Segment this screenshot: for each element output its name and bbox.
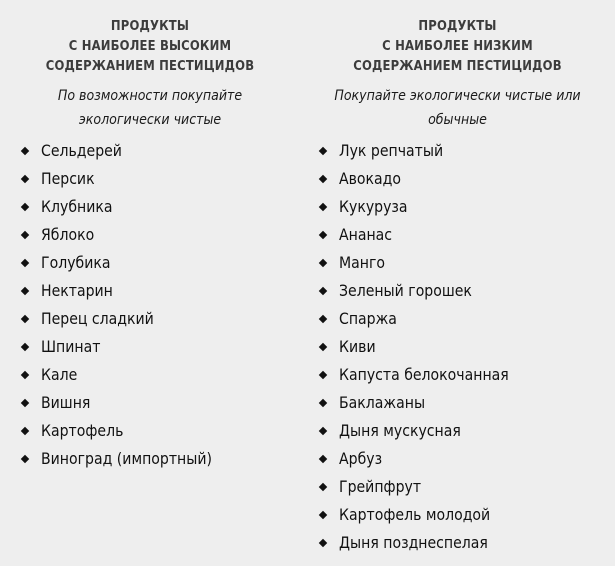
diamond-bullet-icon [319, 259, 327, 267]
diamond-bullet-icon [319, 427, 327, 435]
heading-line: С НАИБОЛЕЕ ВЫСОКИМ [68, 38, 232, 54]
high-pesticide-heading [21, 16, 279, 76]
list-item: Шпинат [20, 333, 235, 361]
list-item: Голубика [20, 249, 235, 277]
diamond-bullet-icon [319, 315, 327, 323]
low-pesticide-heading [322, 16, 593, 76]
list-item: Спаржа [318, 305, 532, 333]
diamond-bullet-icon [319, 287, 327, 295]
list-item: Арбуз [318, 445, 532, 473]
list-item: Кале [20, 361, 235, 389]
subtitle-line: обычные [428, 112, 487, 128]
list-item: Авокадо [318, 165, 532, 193]
low-pesticide-subtitle [316, 84, 600, 132]
diamond-bullet-icon [21, 287, 29, 295]
diamond-bullet-icon [21, 371, 29, 379]
diamond-bullet-icon [21, 231, 29, 239]
list-item: Дыня мускусная [318, 417, 532, 445]
heading-line: ПРОДУКТЫ [110, 18, 190, 34]
diamond-bullet-icon [319, 511, 327, 519]
high-pesticide-subtitle [15, 84, 285, 132]
diamond-bullet-icon [21, 259, 29, 267]
diamond-bullet-icon [21, 427, 29, 435]
list-item: Перец сладкий [20, 305, 235, 333]
list-item: Баклажаны [318, 389, 532, 417]
diamond-bullet-icon [319, 175, 327, 183]
diamond-bullet-icon [319, 147, 327, 155]
list-item: Вишня [20, 389, 235, 417]
heading-line: СОДЕРЖАНИЕМ ПЕСТИЦИДОВ [45, 58, 255, 74]
list-item: Персик [20, 165, 235, 193]
list-item: Капуста белокочанная [318, 361, 532, 389]
list-item: Лук репчатый [318, 137, 532, 165]
list-item: Картофель [20, 417, 235, 445]
diamond-bullet-icon [21, 315, 29, 323]
diamond-bullet-icon [21, 399, 29, 407]
diamond-bullet-icon [21, 455, 29, 463]
list-item: Ананас [318, 221, 532, 249]
diamond-bullet-icon [319, 231, 327, 239]
diamond-bullet-icon [319, 203, 327, 211]
diamond-bullet-icon [319, 483, 327, 491]
list-item: Киви [318, 333, 532, 361]
list-item: Виноград (импортный) [20, 445, 235, 473]
list-item: Клубника [20, 193, 235, 221]
list-item: Грейпфрут [318, 473, 532, 501]
diamond-bullet-icon [21, 147, 29, 155]
diamond-bullet-icon [319, 371, 327, 379]
list-item: Картофель молодой [318, 501, 532, 529]
list-item: Зеленый горошек [318, 277, 532, 305]
diamond-bullet-icon [319, 399, 327, 407]
list-item: Сельдерей [20, 137, 235, 165]
diamond-bullet-icon [319, 343, 327, 351]
subtitle-line: Покупайте экологически чистые или [334, 88, 581, 104]
diamond-bullet-icon [319, 455, 327, 463]
subtitle-line: По возможности покупайте [57, 88, 243, 104]
subtitle-line: экологически чистые [78, 112, 222, 128]
low-pesticide-list [318, 137, 532, 557]
list-item: Яблоко [20, 221, 235, 249]
diamond-bullet-icon [21, 203, 29, 211]
diamond-bullet-icon [319, 539, 327, 547]
heading-line: ПРОДУКТЫ [418, 18, 497, 34]
heading-line: СОДЕРЖАНИЕМ ПЕСТИЦИДОВ [353, 58, 562, 74]
list-item: Манго [318, 249, 532, 277]
heading-line: С НАИБОЛЕЕ НИЗКИМ [382, 38, 533, 54]
diamond-bullet-icon [21, 343, 29, 351]
list-item: Дыня позднеспелая [318, 529, 532, 557]
diamond-bullet-icon [21, 175, 29, 183]
list-item: Нектарин [20, 277, 235, 305]
list-item: Кукуруза [318, 193, 532, 221]
high-pesticide-list [20, 137, 235, 473]
